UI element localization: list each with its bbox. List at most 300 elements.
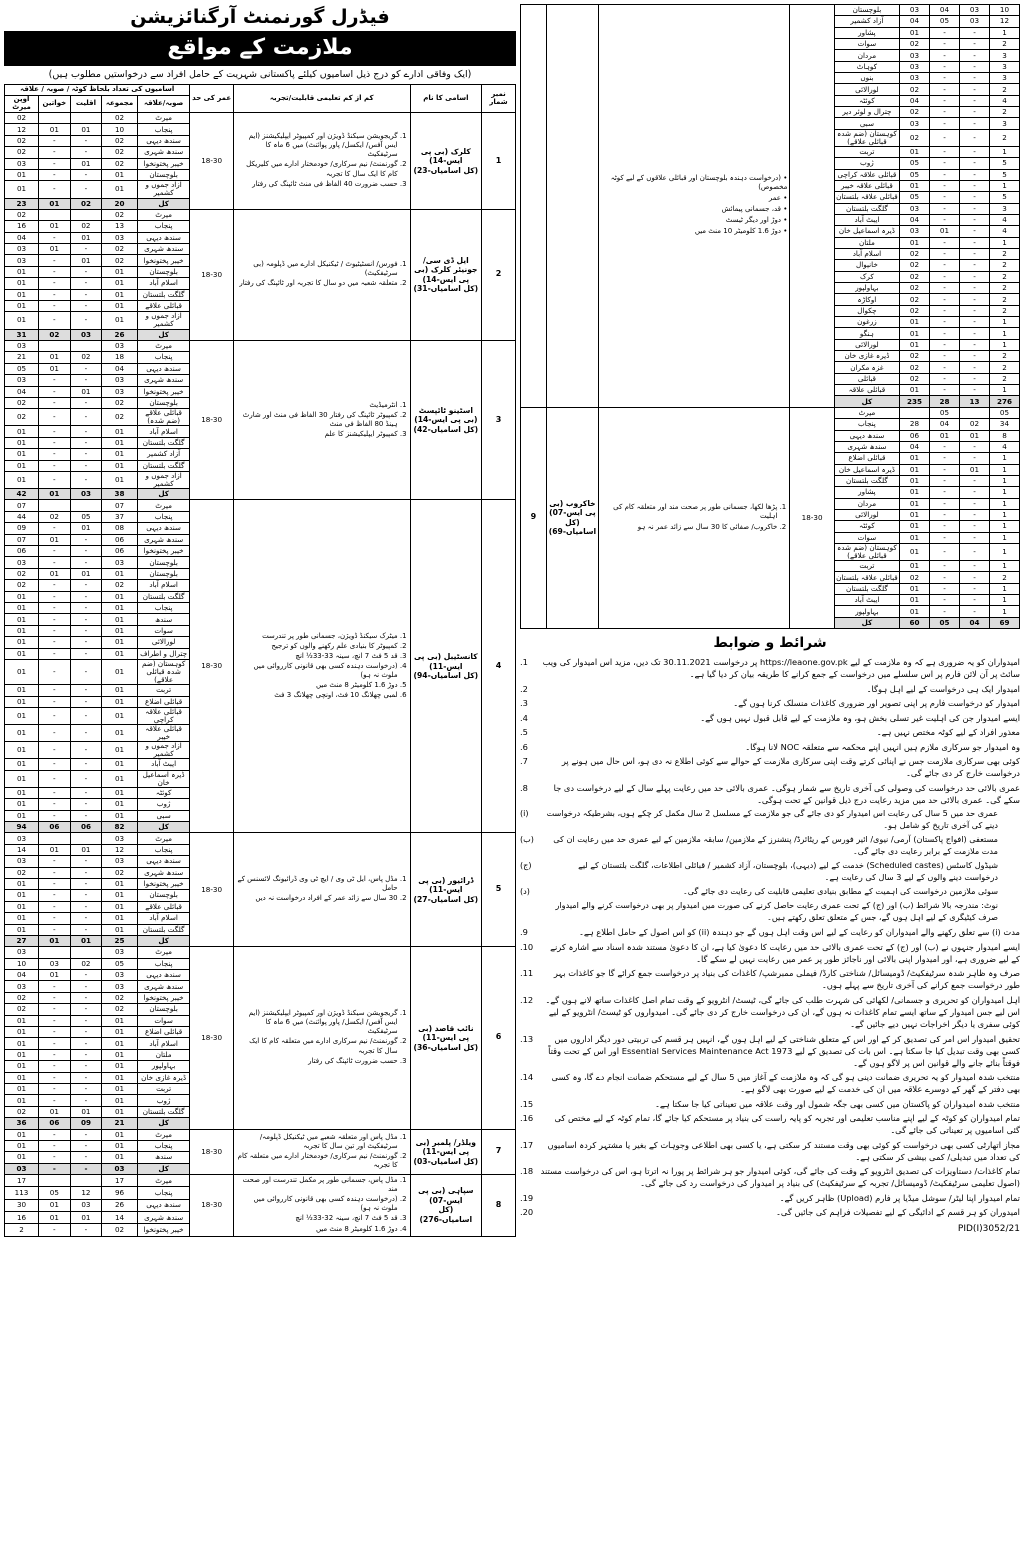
minority-cell: - [930,283,960,294]
women-cell: - [960,192,990,203]
minority-cell: - [70,725,102,742]
women-cell: - [39,181,71,198]
total-cell: 03 [102,340,138,351]
minority-cell: 28 [930,396,960,407]
total-cell: 04 [900,441,930,452]
total-cell: 03 [102,981,138,992]
open-merit-cell: 01 [5,289,39,300]
minority-cell: - [930,203,960,214]
women-cell: - [960,226,990,237]
post-age-limit: 18-30 [190,340,233,500]
region-cell: قبائلی علاقہ بلتستان [836,572,898,582]
term-item [520,712,1020,724]
women-cell: 03 [39,958,71,969]
open-merit-cell: 01 [5,437,39,448]
women-cell: 01 [39,124,71,135]
post-requirements [233,1129,410,1175]
region-cell: گلگت بلتستان [137,460,190,471]
minority-cell: - [70,1072,102,1083]
women-cell: - [960,84,990,95]
women-cell: - [39,557,71,568]
minority-cell: - [70,696,102,707]
col-quota-group: اسامیوں کی تعداد بلحاظ کوٹہ / صوبہ / علاقہ [5,85,190,96]
post-title [546,407,598,628]
term-text: عمری بالائی حد درخواست کی وصولی کی آخری تاریخ سے شمار ہوگی۔ عمری بالائی حد میں رعایت پہلے سال کے لیے درخواست دی جا سکے گی۔ عمری بالائی حد میں مزید رعایت درج ذیل قوانین کے تحت ہوگی۔ [553,782,1020,805]
open-merit-cell: 10 [5,958,39,969]
total-cell: 01 [102,1015,138,1026]
open-merit-cell: 02 [5,409,39,426]
region-cell: اسلام آباد [834,249,899,260]
term-text: تحقیق امیدوار اس امر کی تصدیق کر کے اور اس کے متعلق شناختی کے لیے اہل ہوں گے، انہیں ہر قسم کی تربیتی دور دیگر اداروں میں کسی بھی وقت تبدیل کیا جا سکتا ہے۔ اس بات کی تصدیق کے لیے Essential Services Maintenance Act 1973 اور اس کے تحت وقتاً فوقتاً بنائے جانے والے قوانین اس پر لاگو ہوں گے۔ [548,1033,1020,1068]
open-merit-cell: 01 [5,770,39,787]
women-cell: - [39,759,71,770]
open-merit-cell: 94 [5,821,39,832]
open-merit-cell: 01 [5,659,39,684]
minority-cell: 01 [70,124,102,135]
post-requirements [233,833,410,947]
open-merit-cell: 3 [990,118,1020,129]
term-item [520,941,1020,965]
open-merit-cell: 21 [5,352,39,363]
women-cell: - [960,107,990,118]
minority-cell: 01 [70,386,102,397]
open-merit-cell: 01 [5,648,39,659]
region-cell: بلوچستان [137,890,190,901]
open-merit-cell: 01 [5,685,39,696]
region-cell: قبائلی علاقہ کراچی [137,707,190,724]
open-merit-cell: 03 [5,557,39,568]
region-cell: کل [137,935,190,946]
open-merit-cell: 1 [990,509,1020,520]
col-region: صوبہ/علاقہ [137,96,190,113]
women-cell: - [39,158,71,169]
region-cell: قبائلی علاقہ خیبر [137,725,190,742]
women-cell: - [960,362,990,373]
region-cell: میرٹ [137,500,190,511]
minority-cell: - [930,305,960,316]
requirement-item: 1. انٹرمیڈیٹ [236,401,398,410]
term-text: مدت (i) سے تعلق رکھنے والے امیدواران کو رعایت کے لیے اس وقت اہل ہوں گے جو دہندہ (ii) کو اس اصول کے حامل اطلاع ہے۔ [579,927,1020,938]
women-cell: - [960,453,990,464]
region-cell: گلگت بلتستان [834,583,899,594]
open-merit-cell: 1 [990,532,1020,543]
term-text: مستعفی (افواج پاکستان) آرمی/ نیوی/ ائیر فورس کے ریٹائرڈ/ پنشنرز کے ملازمین/ سابقہ ملازمین کے لیے عمری حد میں رعایت ان کی مدت ملازمت کے برابر رعایت دی جائے گی۔ [553,834,998,856]
total-cell: 02 [900,39,930,50]
total-cell: 05 [900,192,930,203]
open-merit-cell: 27 [5,935,39,946]
table-row [5,1129,516,1140]
region-cell: سوات [137,625,190,636]
region-cell: قبائلی علاقے [137,301,190,312]
minority-cell: - [70,970,102,981]
total-cell: 02 [102,147,138,158]
region-cell: پنجاب [137,1140,190,1151]
minority-cell: - [70,770,102,787]
requirement-item: 6. لمبی چھلانگ 10 فٹ، اونچی چھلانگ 3 فٹ [236,691,398,700]
women-cell [39,947,71,958]
region-cell: کل [137,1118,190,1129]
women-cell: - [39,981,71,992]
term-text: تمام امیدوار اپنا لیٹر/ سوشل میڈیا پر فارم (Upload) ظاہر کریں گے۔ [779,1192,1020,1203]
open-merit-cell: 1 [990,595,1020,606]
region-cell: قبائلی اضلاع [137,696,190,707]
table-body-continued [521,5,1020,629]
open-merit-cell: 09 [5,523,39,534]
total-cell: 02 [102,992,138,1003]
post-age-limit: 18-30 [190,209,233,340]
open-merit-cell: 276 [990,396,1020,407]
total-cell [900,407,930,418]
total-cell: 17 [102,1175,138,1187]
total-cell: 02 [900,283,930,294]
open-merit-cell: 2 [5,1224,39,1236]
term-text: شیڈول کاسٹس (Scheduled castes) خدمت کے لیے (دیہی)، بلوچستان، آزاد کشمیر / قبائلی اطلاعات، گلگت بلتستان کے لیے درخواست دینے والوں کے لیے 3 سال کی رعایت ہے۔ [578,860,998,882]
total-cell: 03 [900,226,930,237]
women-cell: - [960,373,990,384]
minority-cell: - [70,397,102,408]
open-merit-cell: 1 [990,328,1020,339]
region-cell: کوئٹہ [834,95,899,106]
women-cell: - [960,73,990,84]
minority-cell: - [930,129,960,146]
women-cell: - [39,1152,71,1163]
minority-cell: - [70,685,102,696]
minority-cell: 06 [70,821,102,832]
region-cell: قبائلی [834,373,899,384]
minority-cell: 01 [70,935,102,946]
term-text: امیدوران کو ہر قسم کے ادائیگی کے لیے تفصیلات فراہم کی جائیں گی۔ [776,1207,1020,1218]
women-cell: - [39,685,71,696]
post-title [410,113,481,210]
women-cell [39,340,71,351]
region-cell: بلوچستان [137,397,190,408]
requirement-item: 3. کمپیوٹر ایپلیکیشنز کا علم [236,430,398,439]
post-requirements [598,407,789,628]
total-cell: 01 [102,1083,138,1094]
open-merit-cell: 1 [990,561,1020,572]
region-cell: خیبر پختونخوا [137,546,190,557]
minority-cell [70,947,102,958]
minority-cell: - [70,603,102,614]
term-number: (د) [520,886,530,897]
women-cell: 01 [39,568,71,579]
total-cell: 04 [900,95,930,106]
total-cell: 01 [900,532,930,543]
minority-cell: - [930,192,960,203]
table-row [5,947,516,958]
minority-cell [70,113,102,124]
post-name: ایل ڈی سی/ جونیئر کلرک (بی پی ایس-14) [414,255,478,284]
open-merit-cell: 1 [990,453,1020,464]
minority-cell: 01 [70,158,102,169]
total-cell: 02 [102,209,138,220]
term-number: 20. [520,1207,534,1218]
women-cell: 01 [960,430,990,441]
open-merit-cell: 02 [5,580,39,591]
minority-cell: 01 [70,568,102,579]
post-name: ڈرائیور (بی پی ایس-11) [418,875,474,895]
minority-cell: - [70,449,102,460]
women-cell: - [39,810,71,821]
open-merit-cell: 2 [990,129,1020,146]
total-cell: 01 [102,924,138,935]
open-merit-cell: 2 [990,362,1020,373]
minority-cell: 01 [70,1212,102,1224]
open-merit-cell: 69 [990,617,1020,628]
term-number: 19. [520,1192,534,1203]
open-merit-cell: 01 [5,1152,39,1163]
open-merit-cell: 23 [5,198,39,209]
open-merit-cell: 31 [5,329,39,340]
requirement-item: 1. گریجویشن سیکنڈ ڈویژن اور کمپیوٹر ایپلیکیشنز (ایم ایس آفس/ ایکسل/ پاور پوائنٹ) میں 6 ماہ کا سرٹیفکیٹ [236,1009,398,1036]
region-cell: مردان [834,498,899,509]
minority-cell: 01 [70,255,102,266]
region-cell: آزاد جموں و کشمیر [137,181,190,198]
term-text: امیدوار کو درخواست فارم پر اپنی تصویر اور ضروری کاغذات منسلک کرنا ہوں گے۔ [733,698,1020,709]
post-age-limit: 18-30 [190,947,233,1129]
total-cell: 02 [102,113,138,124]
open-merit-cell: 16 [5,1212,39,1224]
open-merit-cell: 01 [5,901,39,912]
women-cell: - [960,498,990,509]
vacancy-table-continued [520,4,1020,629]
left-column [520,4,1020,1558]
terms-list-secondary [520,926,1020,1218]
open-merit-cell: 1 [990,498,1020,509]
minority-cell: - [930,237,960,248]
col-total: مجموعہ [102,96,138,113]
region-cell: کوہستان (ضم شدہ قبائلی علاقے) [137,659,190,684]
minority-cell: 02 [70,352,102,363]
col-open: اوپن میرٹ [5,96,39,113]
women-cell: - [39,890,71,901]
total-cell: 60 [900,617,930,628]
minority-cell: - [930,271,960,282]
total-cell: 25 [102,935,138,946]
total-cell: 21 [102,1118,138,1129]
total-cell: 02 [900,129,930,146]
term-text: ایسے امیدوار جن کی اہلیت غیر تسلی بخش ہو، وہ ملازمت کے لیے قابل قبول نہیں ہوں گے۔ [700,712,1020,723]
total-cell: 01 [102,568,138,579]
requirement-item: 3. حسب ضرورت 40 الفاظ فی منٹ ٹائپنگ کی رفتار [236,180,398,189]
term-item [520,900,998,923]
organization-title: فیڈرل گورنمنٹ آرگنائزیشن [130,6,390,28]
women-cell: - [39,301,71,312]
region-cell: آزاد جموں و کشمیر [137,471,190,488]
region-cell: سندھ شہری [137,981,190,992]
open-merit-cell: 01 [5,471,39,488]
minority-cell: - [930,453,960,464]
banner-subline: (ایک وفاقی ادارے کو درج ذیل اسامیوں کیلئے پاکستانی شہریت کے حامل افراد سے درخواستیں مطلوب ہیں) [48,69,472,80]
minority-cell: - [70,1095,102,1106]
women-cell: - [39,924,71,935]
region-cell: گلگت بلتستان [137,591,190,602]
region-cell: سندھ دیہی [137,135,190,146]
open-merit-cell: 17 [5,1175,39,1187]
minority-cell: - [70,1038,102,1049]
requirement-item: 1. پڑھا لکھا، جسمانی طور پر صحت مند اور متعلقہ کام کی اہلیت [601,503,777,521]
region-cell: اسلام آباد [137,278,190,289]
region-cell: سندھ شہری [137,375,190,386]
total-cell: 02 [102,1224,138,1236]
post-sno: 6 [482,947,516,1129]
total-cell: 01 [102,471,138,488]
term-number [520,900,542,923]
total-cell: 02 [102,135,138,146]
women-cell: - [960,606,990,617]
total-cell: 01 [900,317,930,328]
total-cell: 28 [900,419,930,430]
minority-cell: - [930,532,960,543]
women-cell: - [960,294,990,305]
col-minority: اقلیت [70,96,102,113]
minority-cell: - [930,373,960,384]
term-text: تمام کاغذات/ دستاویزات کی تصدیق انٹرویو کے وقت کی جائے گی، کوئی امیدوار جو ہر شرائط پر پورا نہ اترتا ہو، اس کی درخواست مستند (اصول تعلیمی سرٹیفکیٹ/ ڈومیسائل/ تجربہ کے سرٹیفکیٹ) کی بنیاد پر امیدوار کی درخواست رد کی جائے گی۔ [540,1166,1020,1189]
minority-cell: 02 [70,198,102,209]
total-cell: 01 [102,787,138,798]
term-text: وہ امیدوار جو سرکاری ملازم ہیں انہیں اپنے محکمہ سے متعلقہ NOC لانا ہوگا۔ [745,741,1020,752]
region-cell: چترال و لوئر دیر [834,107,899,118]
women-cell: - [39,397,71,408]
women-cell: - [960,339,990,350]
total-cell: 01 [102,799,138,810]
total-cell: 01 [102,1152,138,1163]
total-cell: 02 [900,362,930,373]
term-text: عمری حد میں 5 سال کی رعایت اس امیدوار کو دی جائے گی جو ملازمت کے مسلسل 2 سال مکمل کر چکے ہوں، بشرطیکہ درخواست دینے کی آخری تاریخ کو شامل ہو۔ [546,808,998,831]
open-merit-cell: 03 [5,856,39,867]
region-cell: کل [137,198,190,209]
region-cell: بلوچستان [137,557,190,568]
post-title [410,500,481,833]
term-text: سوئی ملازمین درخواست کی اہمیت کے مطابق بنیادی تعلیمی قابلیت کی رعایت دی جائے گی۔ [682,886,998,897]
women-cell: 04 [960,617,990,628]
women-cell: - [39,289,71,300]
women-cell: 13 [960,396,990,407]
term-number: 9. [520,927,528,938]
open-merit-cell: 2 [990,271,1020,282]
minority-cell: - [930,118,960,129]
right-column [4,4,516,1558]
women-cell: - [39,170,71,181]
term-item [520,741,1020,753]
open-merit-cell: 01 [5,170,39,181]
open-merit-cell: 2 [990,260,1020,271]
total-cell: 01 [900,509,930,520]
total-cell: 01 [900,561,930,572]
total-cell: 01 [102,426,138,437]
total-cell: 01 [102,625,138,636]
requirement-item: 4. (درخواست دہندہ کسی بھی قانونی کارروائی میں ملوث نہ ہو) [236,662,398,680]
total-cell: 01 [900,606,930,617]
region-cell: کوہاٹ [834,61,899,72]
open-merit-cell: 4 [990,441,1020,452]
minority-cell: 12 [70,1187,102,1199]
col-age: عمر کی حد [190,85,233,113]
total-cell: 01 [102,1038,138,1049]
total-cell: 01 [900,464,930,475]
minority-cell: - [70,1140,102,1151]
open-merit-cell: 4 [990,214,1020,225]
total-cell: 03 [102,386,138,397]
women-cell: - [960,543,990,560]
open-merit-cell: 03 [5,375,39,386]
term-text: کوئی بھی سرکاری ملازمت جس نے اپنائی کرتے وقت اپنی سرکاری ملازمت کے حوالے سے کوئی اطلاع نہ دی ہو، اس حال میں ہونے پر درخواست خارج کر دی جائے گی۔ [561,756,1020,779]
term-number: 2. [520,683,528,694]
minority-cell: - [70,992,102,1003]
total-cell: 20 [102,198,138,209]
region-cell: سندھ شہری [834,441,899,452]
open-merit-cell: 03 [5,833,39,844]
total-cell: 01 [900,521,930,532]
term-number: 15. [520,1098,534,1109]
women-cell: - [39,696,71,707]
women-cell [39,833,71,844]
term-number: 18. [520,1166,534,1177]
region-cell: سندھ دیہی [137,1199,190,1211]
region-cell: ژوب [137,799,190,810]
region-cell: پنجاب [137,352,190,363]
open-merit-cell: 42 [5,489,39,500]
term-number: 10. [520,941,534,952]
total-cell: 01 [102,890,138,901]
region-cell: بلوچستان [137,266,190,277]
minority-cell: - [70,591,102,602]
total-cell: 06 [102,534,138,545]
minority-cell: - [930,73,960,84]
open-merit-cell: 2 [990,249,1020,260]
total-cell: 82 [102,821,138,832]
region-cell: میرٹ [137,340,190,351]
total-cell: 06 [102,546,138,557]
region-cell: تربت [137,685,190,696]
region-cell: قبائلی علاقہ کراچی [834,169,899,180]
region-cell: کل [137,1163,190,1174]
region-cell: قبائلی علاقہ بلتستان [836,192,898,202]
total-cell: 01 [900,543,930,560]
minority-cell: - [930,214,960,225]
requirement-item: 2. متعلقہ شعبہ میں دو سال کا تجربہ اور ٹائپنگ کی رفتار [236,279,398,288]
total-cell: 01 [102,449,138,460]
minority-cell: - [930,583,960,594]
total-cell: 02 [900,294,930,305]
open-merit-cell: 10 [990,5,1020,16]
open-merit-cell: 44 [5,511,39,522]
minority-cell: - [70,546,102,557]
minority-cell: - [70,810,102,821]
region-cell: سندھ [137,1152,190,1163]
total-cell: 02 [102,580,138,591]
region-cell: ملتان [834,237,899,248]
open-merit-cell: 01 [5,890,39,901]
region-cell: گلگت بلتستان [137,289,190,300]
women-cell: - [39,147,71,158]
total-cell: 01 [102,648,138,659]
total-cell: 01 [102,278,138,289]
col-women: خواتین [39,96,71,113]
total-cell: 01 [102,614,138,625]
minority-cell: - [70,1152,102,1163]
minority-cell: - [70,375,102,386]
region-cell: سندھ شہری [137,867,190,878]
women-cell: 01 [39,221,71,232]
open-merit-cell: 01 [5,266,39,277]
open-merit-cell: 1 [990,475,1020,486]
women-cell: - [960,583,990,594]
region-cell: ہنگو [834,328,899,339]
region-cell: تربت [834,561,899,572]
region-cell: قبائلی علاقہ [834,385,899,396]
requirement-item: 2. 30 سال سے زائد عمر کے افراد درخواست نہ دیں [236,894,398,903]
